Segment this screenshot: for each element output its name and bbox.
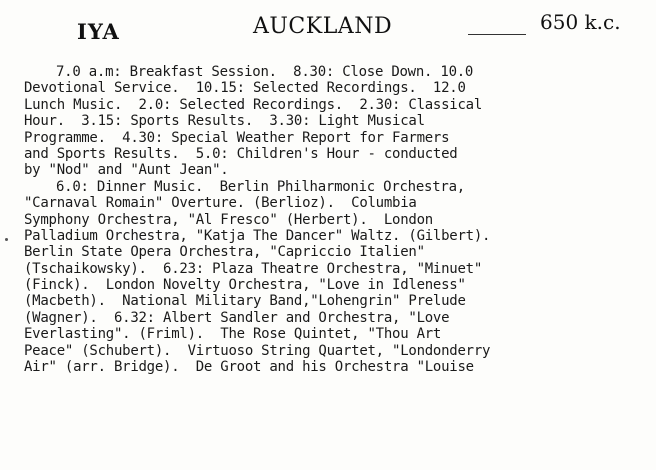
- ink-speck: [5, 238, 8, 241]
- listing-line: Air" (arr. Bridge). De Groot and his Orchestra "Louise: [24, 359, 474, 376]
- listing-line: (Finck). London Novelty Orchestra, "Love in Idleness": [24, 277, 466, 294]
- station-callsign: IYA: [77, 19, 120, 44]
- listing-line: Lunch Music. 2.0: Selected Recordings. 2.30: Classical: [24, 96, 483, 113]
- listing-line: Symphony Orchestra, "Al Fresco" (Herbert). London: [24, 211, 433, 228]
- listing-line: Peace" (Schubert). Virtuoso String Quartet, "Londonderry: [24, 342, 491, 359]
- listing-line: Hour. 3.15: Sports Results. 3.30: Light Musical: [24, 113, 425, 130]
- listing-line: (Tschaikowsky). 6.23: Plaza Theatre Orchestra, "Minuet": [24, 260, 483, 277]
- listing-line: by "Nod" and "Aunt Jean".: [24, 162, 229, 179]
- listing-line: Programme. 4.30: Special Weather Report for Farmers: [24, 129, 450, 146]
- listing-line: and Sports Results. 5.0: Children's Hour - conducted: [24, 145, 458, 162]
- program-header: [0, 0, 656, 60]
- station-city: AUCKLAND: [253, 14, 393, 39]
- listing-line: 7.0 a.m: Breakfast Session. 8.30: Close Down. 10.0: [56, 64, 474, 80]
- listing-line: (Wagner). 6.32: Albert Sandler and Orchestra, "Love: [24, 309, 450, 326]
- listing-line: Palladium Orchestra, "Katja The Dancer" Waltz. (Gilbert).: [24, 227, 491, 244]
- listing-line: (Macbeth). National Military Band,"Lohengrin" Prelude: [24, 293, 466, 310]
- listing-line: Berlin State Opera Orchestra, "Capriccio Italien": [24, 244, 425, 261]
- listing-line: 6.0: Dinner Music. Berlin Philharmonic Orchestra,: [56, 178, 465, 195]
- station-frequency: 650 k.c.: [540, 10, 621, 34]
- program-listing: [24, 64, 654, 375]
- header-rule: [468, 34, 526, 35]
- listing-line: "Carnaval Romain" Overture. (Berlioz). Columbia: [24, 195, 417, 212]
- listing-line: Devotional Service. 10.15: Selected Recordings. 12.0: [24, 80, 466, 97]
- listing-line: Everlasting". (Friml). The Rose Quintet, "Thou Art: [24, 326, 442, 343]
